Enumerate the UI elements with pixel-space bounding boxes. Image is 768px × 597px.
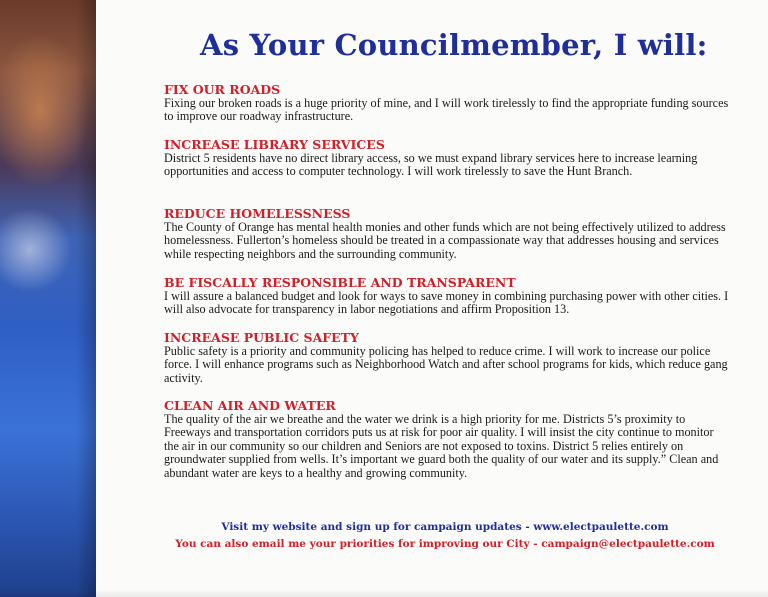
section-body: The quality of the air we breathe and the water we drink is a high priority for me. Districts 5’s proximity to Freeways and transportation corridors puts us at risk for poor air quality. I will insist the city continue to monitor the air in our community so our children and Seniors are not exposed to toxins. District 5 relies entirely on groundwater supplied from wells. It’s important we guard both the quality of our water and its supply.” Clean and abundant water are keys to a healthy and growing community. — [164, 412, 719, 480]
section-heading: FIX OUR ROADS — [164, 82, 281, 97]
footer-website-line — [160, 521, 730, 533]
section-heading: BE FISCALLY RESPONSIBLE AND TRANSPARENT — [164, 275, 516, 290]
website-link-text[interactable]: Visit my website and sign up for campaign updates - www.electpaulette.com — [221, 521, 669, 533]
section-body: District 5 residents have no direct library access, so we must expand library services here to increase learning opportunities and access to computer technology. I will work tirelessly to save the Hunt Branch. — [164, 151, 698, 179]
section-heading: INCREASE LIBRARY SERVICES — [164, 137, 385, 152]
section-heading: CLEAN AIR AND WATER — [164, 398, 336, 413]
candidate-photo-strip — [0, 0, 96, 597]
section-homelessness — [164, 206, 729, 261]
section-public-safety — [164, 330, 729, 385]
page-bottom-shadow — [0, 589, 768, 597]
section-heading: REDUCE HOMELESSNESS — [164, 206, 351, 221]
section-library — [164, 137, 729, 179]
section-fiscal — [164, 275, 729, 317]
email-link-text[interactable]: You can also email me your priorities for improving our City - campaign@electpaulette.com — [175, 538, 715, 550]
page-title: As Your Councilmember, I will: — [200, 28, 708, 62]
section-body: Public safety is a priority and community policing has helped to reduce crime. I will work to increase our police force. I will enhance programs such as Neighborhood Watch and after school programs for kids, which reduce gang activity. — [164, 344, 728, 385]
section-fix-roads — [164, 82, 729, 124]
footer-email-line — [160, 538, 730, 550]
section-heading: INCREASE PUBLIC SAFETY — [164, 330, 359, 345]
section-body: Fixing our broken roads is a huge priority of mine, and I will work tirelessly to find the appropriate funding sources to improve our roadway infrastructure. — [164, 96, 729, 124]
section-clean-air-water — [164, 398, 729, 480]
section-body: The County of Orange has mental health monies and other funds which are not being effectively utilized to address homelessness. Fullerton’s homeless should be treated in a compassionate way that addresses housing and services while respecting neighbors and the surrounding community. — [164, 220, 726, 261]
section-body: I will assure a balanced budget and look for ways to save money in combining purchasing power with other cities. I will also advocate for transparency in labor negotiations and affirm Proposition 13. — [164, 289, 729, 317]
